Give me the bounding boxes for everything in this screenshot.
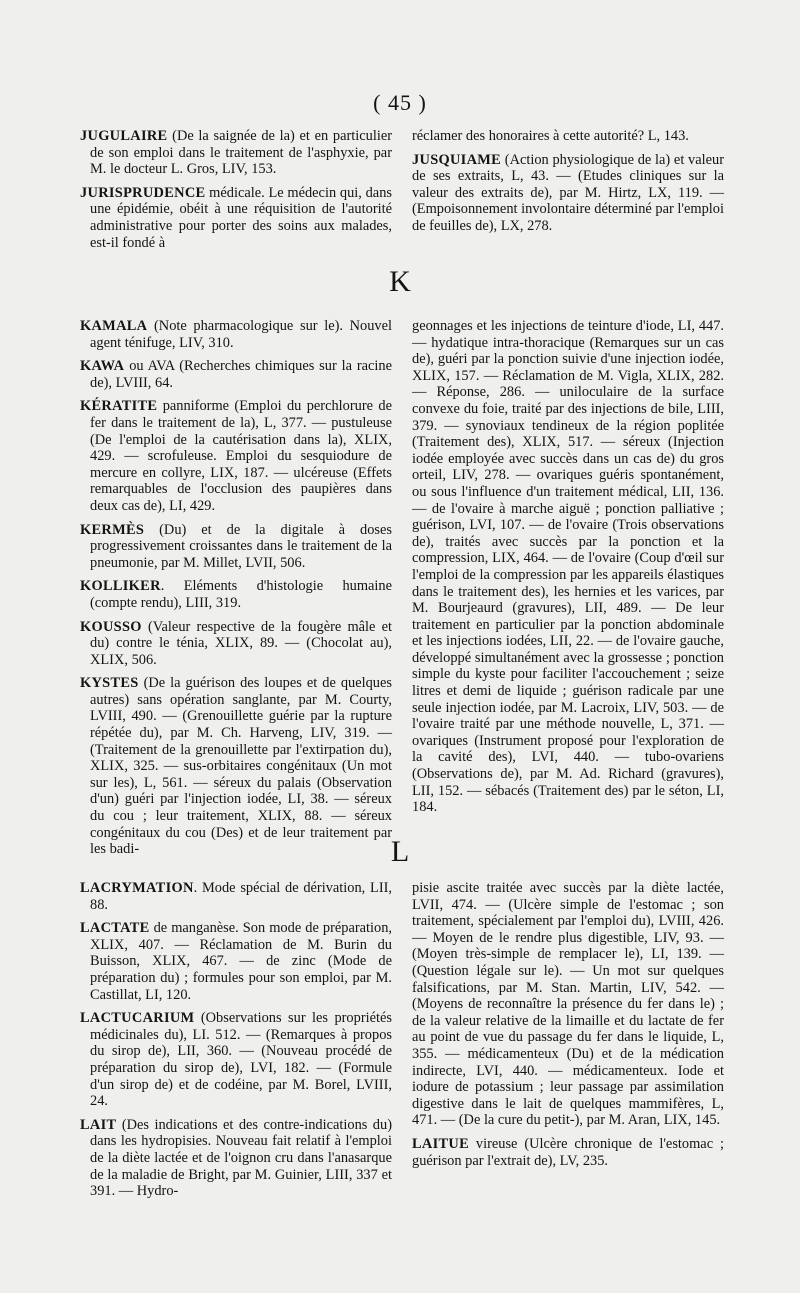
section-l-right-column	[412, 880, 724, 1176]
index-entry	[80, 318, 392, 351]
entry-text: réclamer des honoraires à cette autorité? L, 143.	[412, 128, 689, 144]
index-entry	[80, 185, 392, 251]
index-entry	[412, 1136, 724, 1169]
entry-headword: KERMÈS	[80, 521, 145, 538]
index-entry	[80, 619, 392, 669]
index-entry-continued: geonnages et les injections de teinture d'iode, LI, 447. — hydatique intra-thoracique (Remarques sur un cas de), guéri par la ponction suivie d'une injection iodée, XLIX, 157. — Réclamation de M. Vigla, XLIX, 282. — Réponse, 286. — uniloculaire de la surface convexe du foie, traité par des injections de bile, LIII, 379. — synoviaux tendineux de la région poplitée (Traitement des), XLIX, 517. — séreux (Injection iodée employée avec succès dans un cas de) du gros orteil, LIV, 278. — ovariques guéris spontanément, ou sous l'influence d'un traitement médical, LII, 136. — de l'ovaire à marche aiguë ; ponction palliative ; guérison, LVI, 107. — de l'ovaire (Trois observations de), traités avec succès par la ponction et la compression, LIX, 464. — de l'ovaire (Coup d'œil sur l'emploi de la compression par les appareils élastiques dans le traitement des), les hernies et les varices, par M. Bourjeaurd (gravures), LII, 489. — De leur traitement en particulier par la ponction abdominale et les injections iodées, LII, 22. — de l'ovaire gauche, développé simultanément avec la grossesse ; ponction simple du kyste pour faciliter l'accouchement ; seize litres et demi de liquide ; guérison radicale par une seule injection iodée, par M. Lacroix, LIV, 503. — de l'ovaire traité par une méthode nouvelle, L, 371. — ovariques (Instrument proposé pour l'exploration de la cavité des), LVI, 440. — tubo-ovariens (Observations de), par M. Ad. Richard (gravures), LII, 152. — sébacés (Traitement des) par le séton, LI, 184.	[412, 318, 724, 816]
entry-headword: LACTUCARIUM	[80, 1010, 195, 1027]
entry-text: (Des indications et des contre-indications du) dans les hydropisies. Nouveau fait relatif à l'emploi de la diète lactée et de l'oignon cru dans l'anasarque de la maladie de Bright, par M. Guinier, LIII, 337 et 391. — Hydro-	[90, 1116, 392, 1200]
entry-text: (Action physiologique de la) et valeur de ses extraits, L, 43. — (Etudes cliniques sur la valeur des extraits de), par M. Hirtz, LX, 119. — (Empoisonnement involontaire déterminé par l'emploi de feuilles de), LX, 278.	[412, 151, 724, 234]
index-entry	[80, 920, 392, 1003]
index-entry	[80, 675, 392, 858]
entry-text: . Mode spécial de dérivation, LII, 88.	[90, 880, 392, 913]
section-letter-l: L	[390, 835, 410, 868]
entry-text: . Eléments d'histologie humaine (compte rendu), LIII, 319.	[90, 578, 392, 611]
index-entry-continued	[412, 880, 724, 1129]
entry-text: (Valeur respective de la fougère mâle et du) contre le ténia, XLIX, 89. — (Chocolat au), XLIX, 506.	[90, 618, 392, 668]
entry-text: ou AVA (Recherches chimiques sur la racine de), LVIII, 64.	[90, 358, 392, 391]
entry-headword: KYSTES	[80, 675, 139, 692]
index-entry	[80, 880, 392, 913]
entry-headword: JUGULAIRE	[80, 128, 168, 144]
entry-headword: KAMALA	[80, 318, 148, 334]
entry-headword: JURISPRUDENCE	[80, 184, 206, 201]
section-letter-k: K	[389, 265, 411, 298]
entry-text: (Note pharmacologique sur le). Nouvel agent ténifuge, LIV, 310.	[90, 318, 392, 351]
entry-headword: KOUSSO	[80, 618, 142, 635]
section-k-left-column	[80, 318, 392, 865]
index-entry	[80, 1117, 392, 1200]
index-entry	[412, 152, 724, 235]
entry-text: (Du) et de la digitale à doses progressivement croissantes dans le traitement de la pneumonie, par M. Millet, LVII, 506.	[90, 521, 392, 571]
section-j-left-column	[80, 128, 392, 258]
entry-headword: KÉRATITE	[80, 398, 158, 415]
entry-text: vireuse (Ulcère chronique de l'estomac ; guérison par l'extrait de), LV, 235.	[412, 1135, 724, 1169]
entry-text: (De la saignée de la) et en particulier de son emploi dans le traitement de l'asphyxie, par M. le docteur L. Gros, LIV, 153.	[90, 128, 392, 178]
entry-text: (De la guérison des loupes et de quelques autres) sans opération sanglante, par M. Courty, LVIII, 490. — (Grenouillette guérie par la rupture répétée du), par M. Ch. Harveng, LIV, 319. — (Traitement de la grenouillette par l'extirpation du), XLIX, 325. — sus-orbitaires congénitaux (Un mot sur les), L, 561. — séreux du palais (Observation d'un) guéri par l'injection iodée, LI, 38. — séreux du cou ; leur traitement, XLIX, 88. — séreux congénitaux du cou (Des) et de leur traitement par les badi-	[90, 675, 392, 858]
entry-text: de manganèse. Son mode de préparation, XLIX, 407. — Réclamation de M. Burin du Buisson, XLIX, 467. — de zinc (Mode de préparation du) ; formules pour son emploi, par M. Castillat, LI, 120.	[90, 920, 392, 1003]
entry-headword: LAIT	[80, 1116, 117, 1133]
entry-text: médicale. Le médecin qui, dans une épidémie, obéit à une réquisition de l'autorité administrative pour porter des soins aux malades, est-il fondé à	[90, 184, 392, 251]
entry-headword: LACTATE	[80, 920, 150, 937]
entry-headword: KAWA	[80, 358, 125, 375]
section-j-right-column	[412, 128, 724, 242]
entry-headword: KOLLIKER	[80, 578, 161, 595]
entry-text: pisie ascite traitée avec succès par la diète lactée, LVII, 474. — (Ulcère simple de l'estomac ; son traitement, spécialement par l'emploi du), LVIII, 426. — Moyen de le rendre plus digestible, LIV, 93. — (Moyen très-simple de remplacer le), LI, 139. — (Question légale sur le). — Un mot sur quelques falsifications, par M. Stan. Martin, LIV, 542. — (Moyens de reconnaître la présence du fer dans le) ; de la valeur relative de la limaille et du lactate de fer au point de vue du passage du fer dans le liquide, L, 355. — médicamenteux (Du) et de la médication indirecte, LVI, 440. — médicamenteux. Iode et iodure de potassium ; leur passage par assimilation digestive dans le lait de quelques mammifères, L, 471. — (De la cure du petit-), par M. Aran, LIX, 145.	[412, 880, 724, 1129]
section-l-left-column	[80, 880, 392, 1207]
index-entry	[80, 398, 392, 514]
index-entry-continued	[412, 128, 724, 145]
index-entry	[80, 1010, 392, 1110]
entry-headword: LACRYMATION	[80, 880, 194, 896]
section-k-right-column	[412, 318, 724, 823]
index-entry	[80, 522, 392, 572]
index-entry	[80, 578, 392, 611]
index-entry	[80, 128, 392, 178]
entry-headword: LAITUE	[412, 1135, 469, 1152]
page-number: ( 45 )	[373, 90, 427, 115]
entry-text: (Observations sur les propriétés médicinales du), LI. 512. — (Remarques à propos du sirop de), LII, 360. — (Nouveau procédé de préparation du sirop de), LVI, 182. — (Formule d'un sirop de) et de codéine, par M. Borel, LVIII, 24.	[90, 1010, 392, 1110]
entry-headword: JUSQUIAME	[412, 151, 502, 168]
index-entry	[80, 358, 392, 391]
entry-text: panniforme (Emploi du perchlorure de fer dans le traitement de la), L, 377. — pustuleuse (De l'emploi de la cautérisation dans la), XLIX, 429. — scrofuleuse. Emploi du sesquiodure de mercure en collyre, LIX, 187. — ulcéreuse (Effets remarquables de l'occlusion des paupières dans deux cas de), LI, 429.	[90, 398, 392, 514]
